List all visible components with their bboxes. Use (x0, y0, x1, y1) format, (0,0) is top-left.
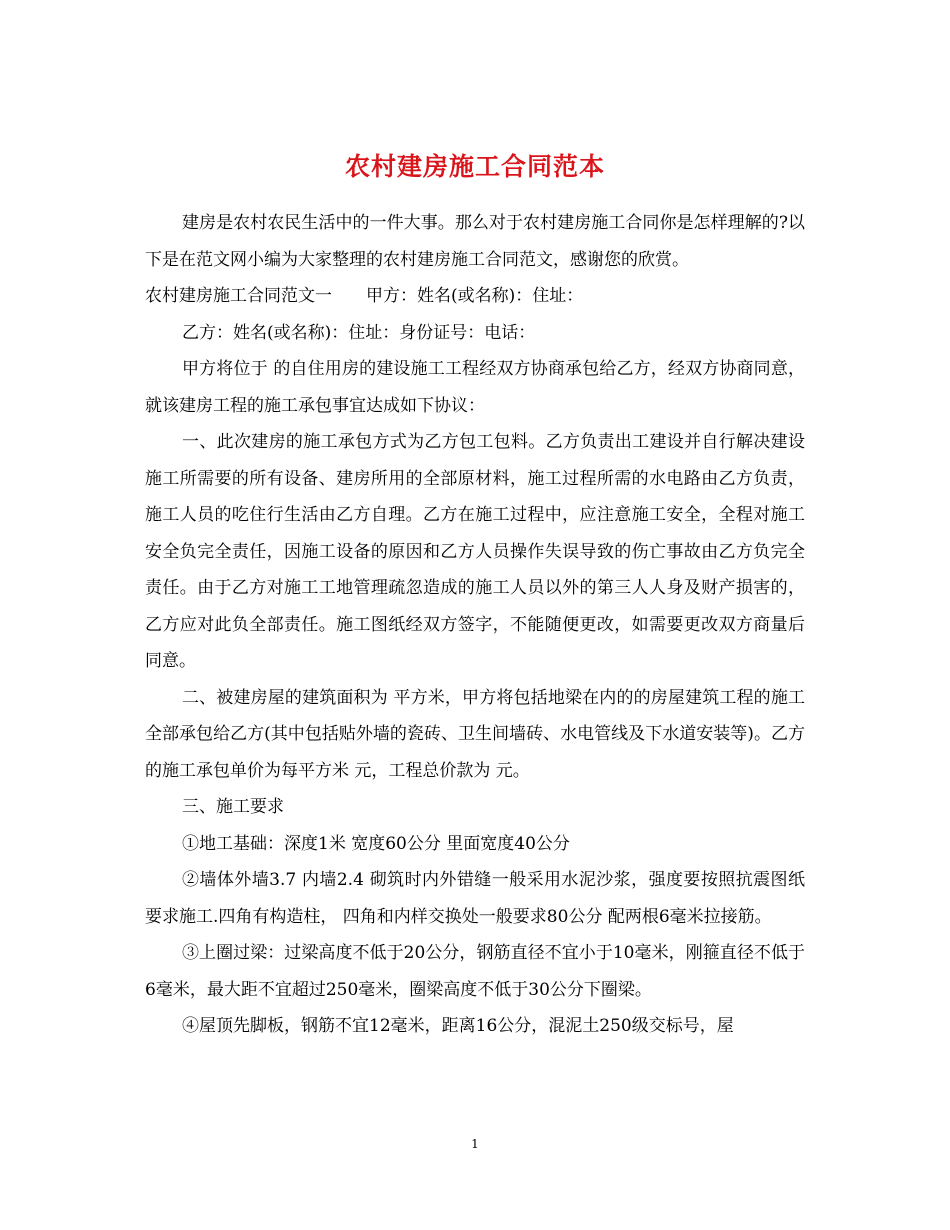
page-number: 1 (471, 1137, 479, 1151)
requirement-roof: ④屋顶先脚板，钢筋不宜12毫米，距离16公分，混泥土250级交标号，屋 (182, 1016, 734, 1036)
contract-heading-party-a: 农村建房施工合同范文一 甲方：姓名(或名称)：住址： (145, 286, 584, 306)
document-body (145, 205, 805, 1045)
requirement-beams: ③上圈过梁：过梁高度不低于20公分，钢筋直径不宜小于10毫米，刚箍直径不低于6毫米，最大距不宜超过250毫米，圈梁高度不低于30公分下圈梁。 (145, 943, 805, 1000)
intro-paragraph: 建房是农村农民生活中的一件大事。那么对于农村建房施工合同你是怎样理解的?以下是在范文网小编为大家整理的农村建房施工合同范文，感谢您的欣赏。 (145, 213, 805, 270)
document-title: 农村建房施工合同范本 (344, 151, 605, 181)
agreement-paragraph: 甲方将位于 的自住用房的建设施工工程经双方协商承包给乙方，经双方协商同意，就该建房工程的施工承包事宜达成如下协议： (145, 359, 805, 416)
clause-one: 一、此次建房的施工承包方式为乙方包工包料。乙方负责出工建设并自行解决建设施工所需要的所有设备、建房所用的全部原材料，施工过程所需的水电路由乙方负责，施工人员的吃住行生活由乙方自理。乙方在施工过程中，应注意施工安全，全程对施工安全负完全责任，因施工设备的原因和乙方人员操作失误导致的伤亡事故由乙方负完全责任。由于乙方对施工工地管理疏忽造成的施工人员以外的第三人人身及财产损害的，乙方应对此负全部责任。施工图纸经双方签字，不能随便更改，如需要更改双方商量后同意。 (145, 432, 805, 671)
requirement-foundation: ①地工基础：深度1米 宽度60公分 里面宽度40公分 (182, 833, 570, 854)
requirement-walls: ②墙体外墙3.7 内墙2.4 砌筑时内外错缝一般采用水泥沙浆，强度要按照抗震图纸要求施工.四角有构造柱， 四角和内样交换处一般要求80公分 配两根6毫米拉接筋。 (145, 870, 805, 927)
clause-three-heading: 三、施工要求 (182, 797, 284, 817)
clause-two: 二、被建房屋的建筑面积为 平方米，甲方将包括地梁在内的的房屋建筑工程的施工全部承包给乙方(其中包括贴外墙的瓷砖、卫生间墙砖、水电管线及下水道安装等)。乙方的施工承包单价为每平方米 元，工程总价款为 元。 (145, 687, 805, 781)
party-b-line: 乙方：姓名(或名称)：住址：身份证号：电话： (182, 322, 536, 343)
